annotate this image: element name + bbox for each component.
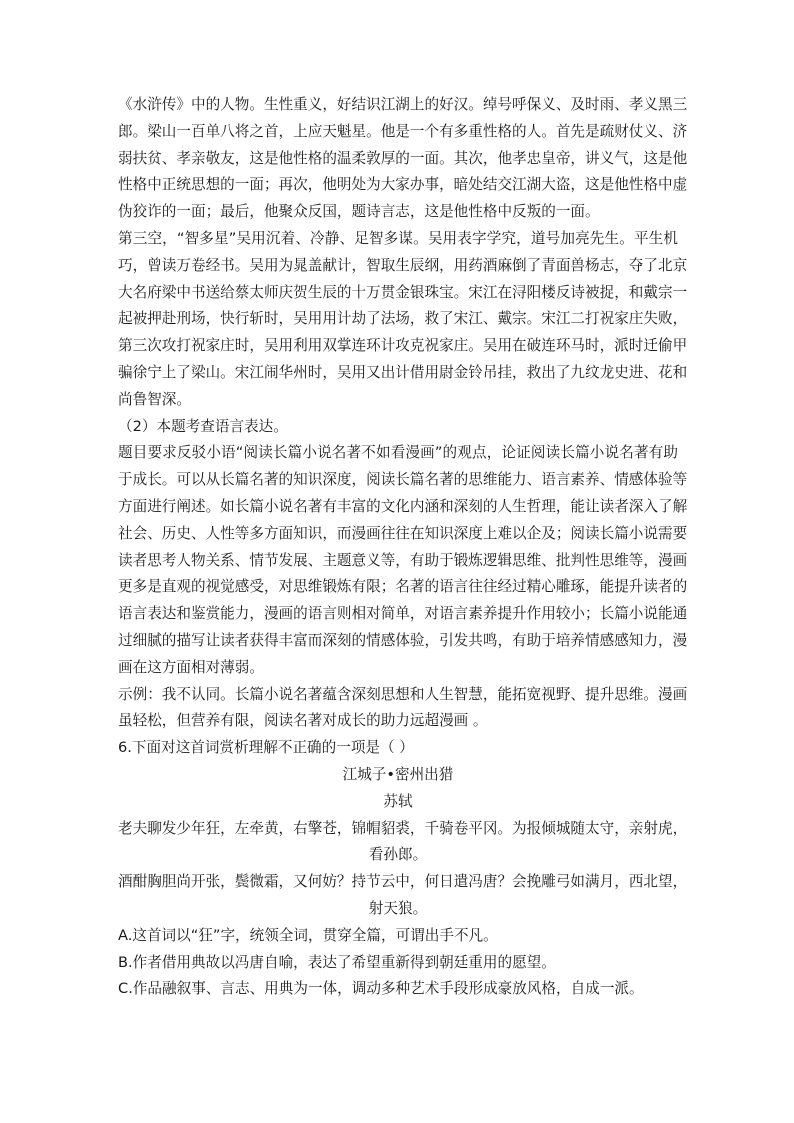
text-line: 读者思考人物关系、情节发展、主题意义等，有助于锻炼逻辑思维、批判性思维等，漫画	[118, 551, 688, 569]
text-line: 性格中正统思想的一面；再次，他明处为大家办事，暗处结交江湖大盗，这是他性格中虚	[118, 176, 688, 194]
answer-options	[118, 923, 678, 1003]
poem-line: 老夫聊发少年狂，左牵黄，右擎苍，锦帽貂裘，千骑卷平冈。为报倾城随太守，亲射虎，	[118, 819, 688, 837]
text-line: 方面进行阐述。如长篇小说名著有丰富的文化内涵和深刻的人生哲理，能让读者深入了解	[118, 497, 688, 515]
poem-line: 射天狼。	[368, 899, 428, 917]
option-b: B.作者借用典故以冯唐自喻，表达了希望重新得到朝廷重用的愿望。	[118, 953, 556, 971]
text-line: 语言表达和鉴赏能力，漫画的语言则相对简单，对语言素养提升作用较小；长篇小说能通	[118, 605, 688, 623]
text-line: 起被押赴刑场，快行斩时，吴用用计劫了法场，救了宋江、戴宗。宋江二打祝家庄失败，	[118, 310, 688, 328]
text-line: 6.下面对这首词赏析理解不正确的一项是（ ）	[118, 739, 414, 757]
paragraph-example	[118, 682, 688, 736]
question-6-stem	[118, 735, 678, 762]
text-line: 过细腻的描写让读者获得丰富而深刻的情感体验，引发共鸣，有助于培养情感感知力，漫	[118, 631, 688, 649]
text-line: 第三次攻打祝家庄时，吴用利用双掌连环计攻克祝家庄。吴用在破连环马时，派时迁偷甲	[118, 337, 688, 355]
text-line: 画在这方面相对薄弱。	[118, 658, 264, 676]
option-c: C.作品融叙事、言志、用典为一体，调动多种艺术手段形成豪放风格，自成一派。	[118, 980, 644, 998]
paragraph-song-jiang	[118, 92, 688, 226]
option-a: A.这首词以“狂”字，统领全词，贯穿全篇，可谓出手不凡。	[118, 926, 498, 944]
document-content	[118, 92, 688, 1003]
text-line: 社会、历史、人性等多方面知识，而漫画往往在知识深度上难以企及；阅读长篇小说需要	[118, 524, 688, 542]
paragraph-question-2-heading	[118, 414, 678, 441]
paragraph-analysis	[118, 440, 688, 681]
text-line: 大名府梁中书送给蔡太师庆贺生辰的十万贯金银珠宝。宋江在浔阳楼反诗被捉，和戴宗一	[118, 283, 688, 301]
paragraph-wu-yong	[118, 226, 688, 414]
text-line: 巧，曾读万卷经书。吴用为晁盖献计，智取生辰纲，用药酒麻倒了青面兽杨志，夺了北京	[118, 256, 688, 274]
poem	[118, 762, 688, 923]
text-line: 更多是直观的视觉感受，对思维锻炼有限；名著的语言往往经过精心雕琢，能提升读者的	[118, 578, 688, 596]
poem-line: 酒酣胸胆尚开张，鬓微霜，又何妨？持节云中，何日遣冯唐？会挽雕弓如满月，西北望，	[118, 873, 688, 891]
text-line: 题目要求反驳小语“阅读长篇小说名著不如看漫画”的观点，论证阅读长篇小说名著有助	[118, 444, 678, 462]
text-line: 虽轻松，但营养有限，阅读名著对成长的助力远超漫画 。	[118, 712, 488, 730]
text-line: 弱扶贫、孝亲敬友，这是他性格的温柔敦厚的一面。其次，他孝忠皇帝，讲义气，这是他	[118, 149, 688, 167]
text-line: 郎。梁山一百单八将之首，上应天魁星。他是一个有多重性格的人。首先是疏财仗义、济	[118, 122, 688, 140]
text-line: 伪狡诈的一面；最后，他聚众反国，题诗言志，这是他性格中反叛的一面。	[118, 203, 600, 221]
text-line: 骗徐宁上了梁山。宋江闹华州时，吴用又出计借用尉金铃吊挂，救出了九纹龙史进、花和	[118, 363, 688, 381]
text-line: 示例：我不认同。长篇小说名著蕴含深刻思想和人生智慧，能拓宽视野、提升思维。漫画	[118, 685, 688, 703]
text-line: 于成长。可以从长篇名著的知识深度，阅读长篇名著的思维能力、语言素养、情感体验等	[118, 471, 688, 489]
poem-line: 看孙郎。	[368, 846, 428, 864]
text-line: 《水浒传》中的人物。生性重义，好结识江湖上的好汉。绰号呼保义、及时雨、孝义黑三	[118, 96, 688, 113]
poem-title: 江城子•密州出猎	[342, 765, 454, 783]
text-line: 尚鲁智深。	[118, 390, 191, 408]
text-line: （2）本题考查语言表达。	[118, 417, 288, 435]
poem-author: 苏轼	[383, 792, 413, 810]
text-line: 第三空，“智多星”吴用沉着、冷静、足智多谋。吴用表字学究，道号加亮先生。平生机	[118, 229, 678, 247]
